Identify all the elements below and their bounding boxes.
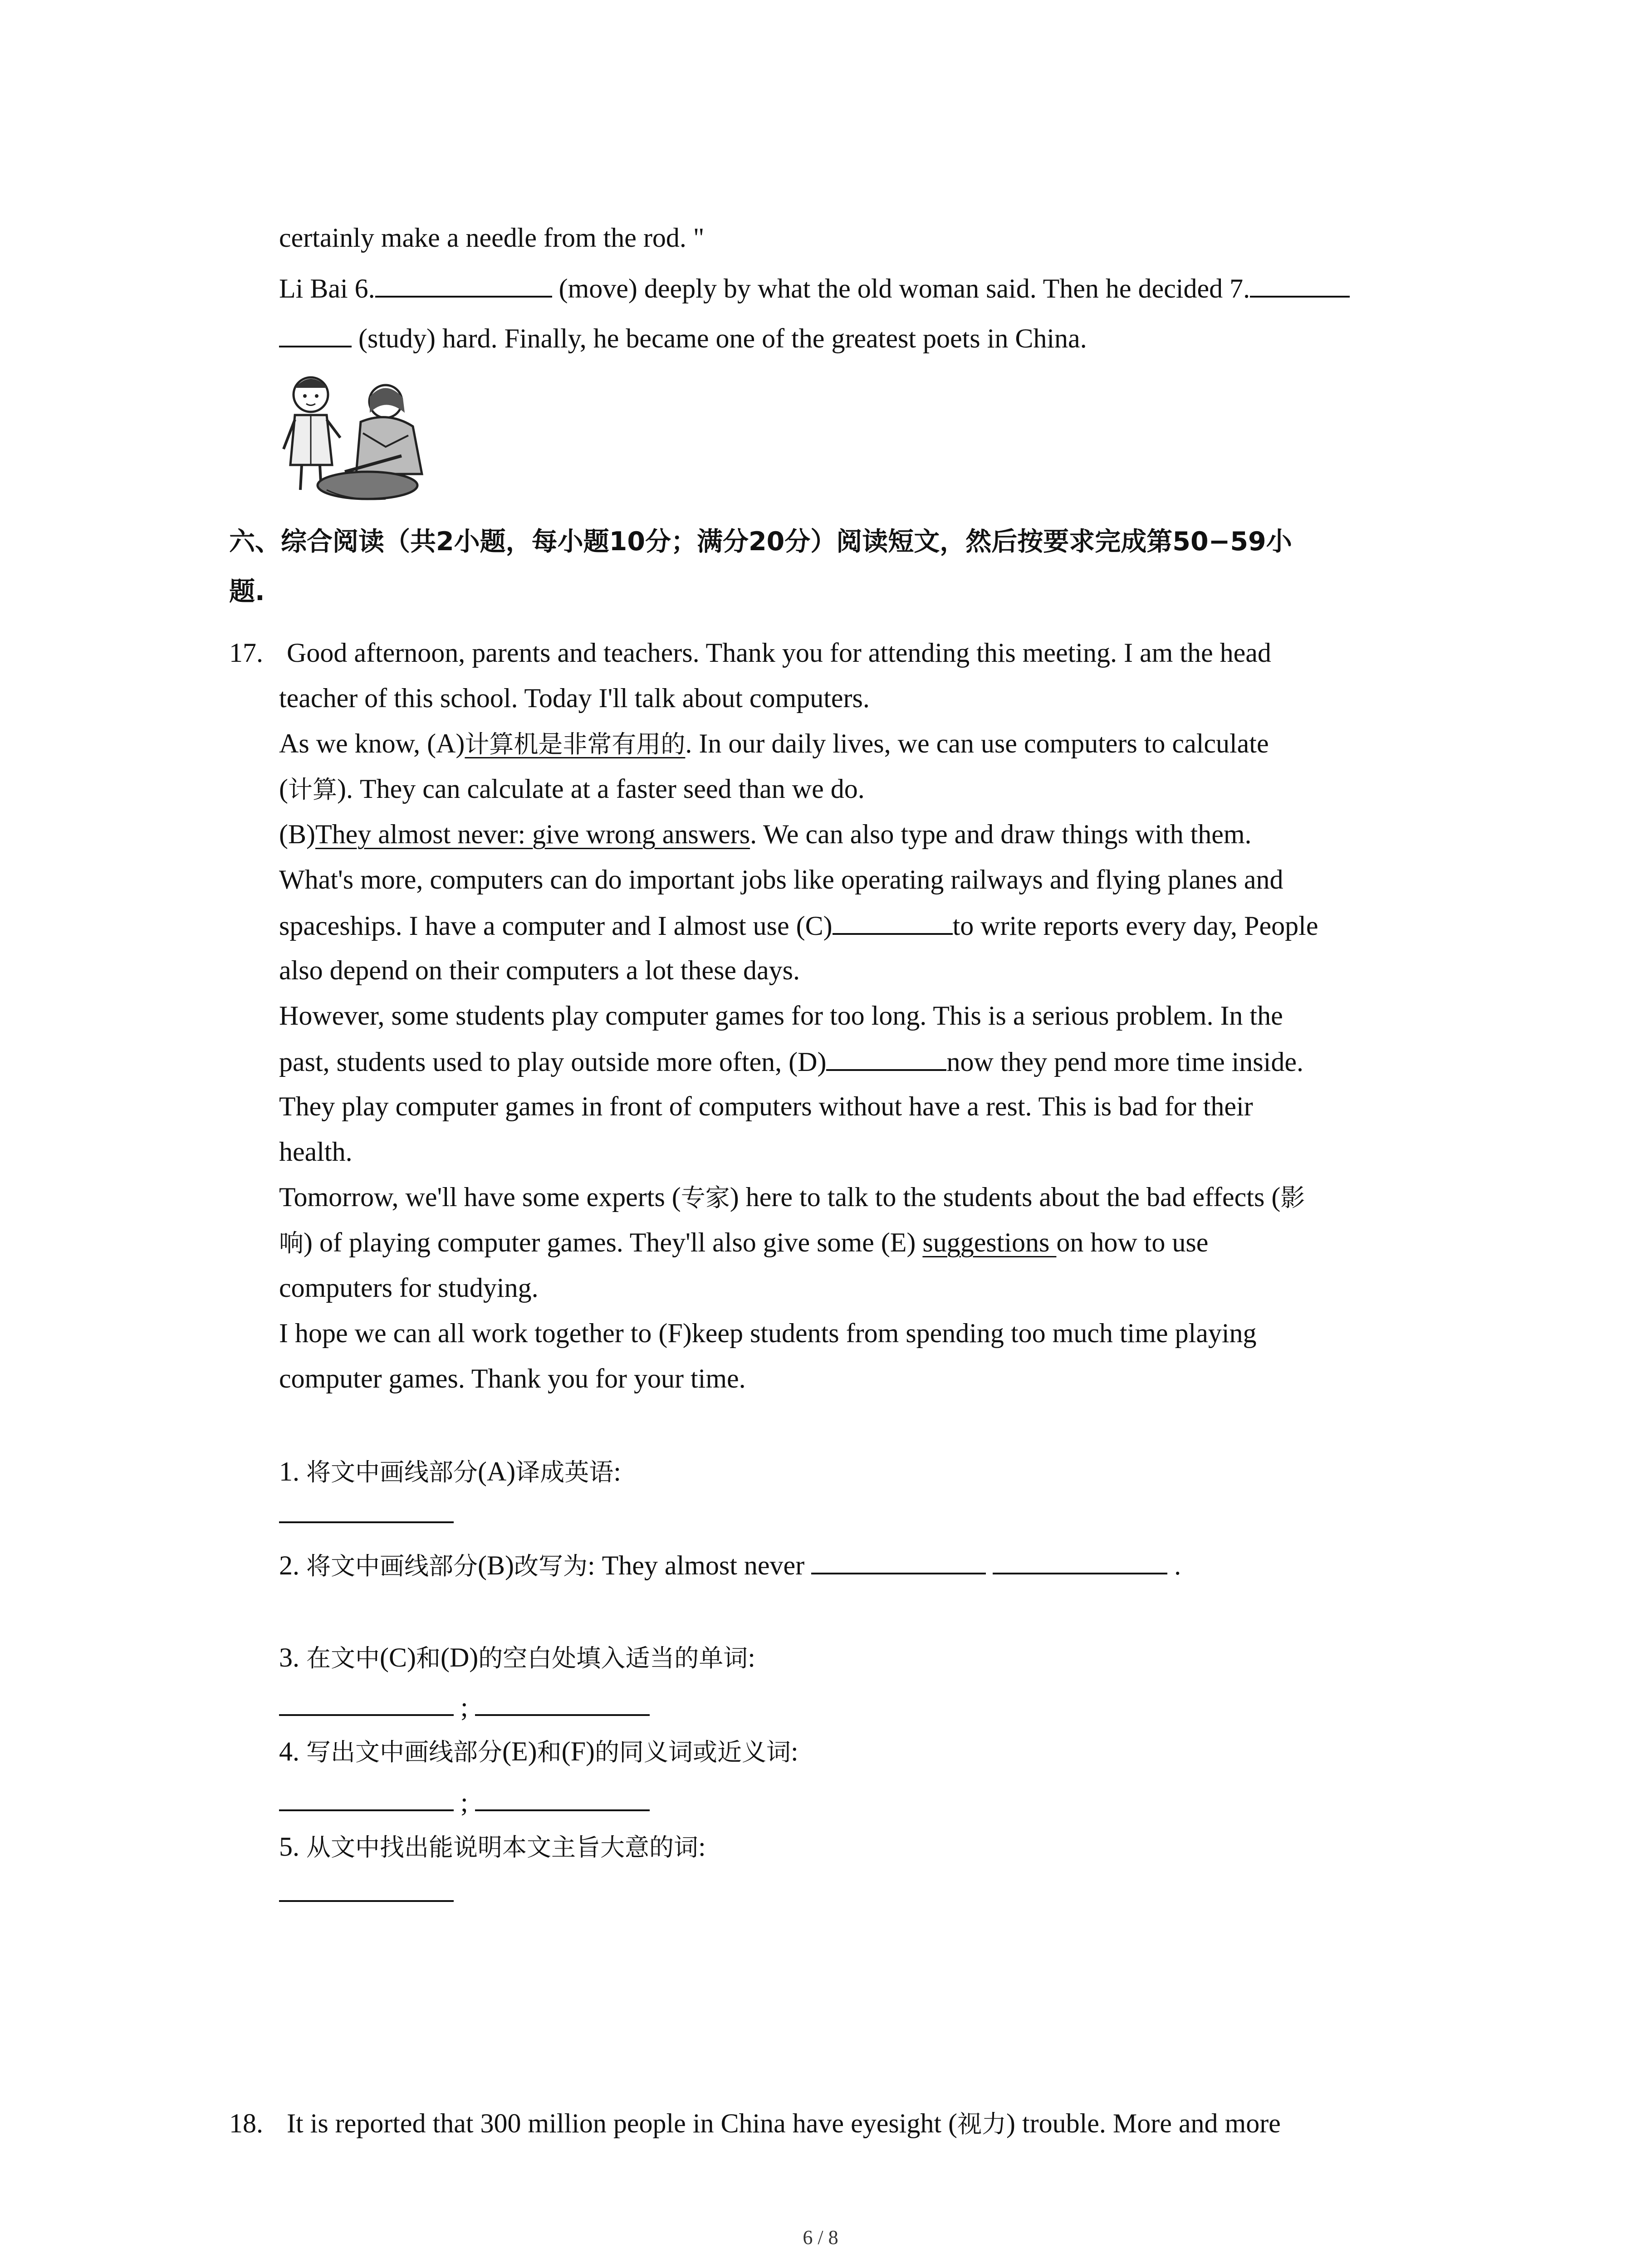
task-5-answer [279, 1876, 454, 1909]
answer-blank-d[interactable] [826, 1045, 946, 1071]
question-number-18: 18. [229, 2108, 263, 2138]
answer-blank-task-4e[interactable] [279, 1785, 454, 1811]
task-4-answer: ; [279, 1785, 650, 1818]
answer-blank-task-5[interactable] [279, 1876, 454, 1902]
passage-line: 响) of playing computer games. They'll also give some (E) suggestions on how to use [279, 1227, 1209, 1257]
passage-line: computer games. Thank you for your time. [279, 1364, 746, 1393]
underlined-part-e: suggestions [922, 1227, 1057, 1257]
passage-line: What's more, computers can do important jobs like operating railways and flying planes and [279, 865, 1283, 894]
answer-blank-task-1[interactable] [279, 1497, 454, 1523]
story-line: (study) hard. Finally, he became one of the greatest poets in China. [279, 321, 1087, 355]
passage-line: (计算). They can calculate at a faster seed than we do. [279, 774, 865, 804]
passage-line: It is reported that 300 million people in China have eyesight (视力) trouble. More and more [287, 2108, 1281, 2138]
section-heading: 六、综合阅读（共2小题，每小题10分；满分20分）阅读短文，然后按要求完成第50−59小 [229, 527, 1292, 557]
passage-line: They play computer games in front of computers without have a rest. This is bad for their [279, 1091, 1253, 1121]
passage-line: also depend on their computers a lot these days. [279, 955, 800, 985]
task-3: 3. 在文中(C)和(D)的空白处填入适当的单词: [279, 1642, 755, 1672]
story-line: Li Bai 6. (move) deeply by what the old woman said. Then he decided 7. [279, 271, 1350, 305]
answer-blank-task-3c[interactable] [279, 1690, 454, 1716]
task-3-answer: ; [279, 1690, 650, 1723]
answer-blank-7-continued[interactable] [279, 321, 352, 347]
li-bai-and-old-woman-grinding-rod-illustration [277, 370, 431, 506]
passage-line: Tomorrow, we'll have some experts (专家) here to talk to the students about the bad effects (影 [279, 1182, 1305, 1212]
answer-blank-task-2b[interactable] [993, 1548, 1167, 1574]
answer-blank-task-2a[interactable] [811, 1548, 986, 1574]
passage-line: As we know, (A)计算机是非常有用的. In our daily lives, we can use computers to calculate [279, 728, 1269, 758]
answer-blank-task-4f[interactable] [475, 1785, 650, 1811]
passage-line: past, students used to play outside more often, (D) now they pend more time inside. [279, 1045, 1303, 1078]
task-1: 1. 将文中画线部分(A)译成英语: [279, 1457, 621, 1486]
task-2: 2. 将文中画线部分(B)改写为: They almost never . [279, 1548, 1181, 1583]
underlined-part-a: 计算机是非常有用的 [465, 730, 686, 758]
passage-line: However, some students play computer games for too long. This is a serious problem. In the [279, 1001, 1283, 1031]
answer-blank-7[interactable] [1250, 271, 1350, 298]
passage-line: computers for studying. [279, 1273, 539, 1303]
section-heading-continued: 题. [229, 577, 265, 606]
answer-blank-task-3d[interactable] [475, 1690, 650, 1716]
passage-line: health. [279, 1137, 353, 1167]
passage-line: Good afternoon, parents and teachers. Thank you for attending this meeting. I am the head [287, 638, 1271, 668]
passage-line: (B)They almost never: give wrong answers. We can also type and draw things with them. [279, 819, 1252, 849]
underlined-part-b: They almost never: give wrong answers [315, 819, 750, 849]
passage-line: I hope we can all work together to (F)keep students from spending too much time playing [279, 1318, 1257, 1348]
passage-line: teacher of this school. Today I'll talk about computers. [279, 683, 870, 713]
question-number-17: 17. [229, 638, 263, 668]
task-4: 4. 写出文中画线部分(E)和(F)的同义词或近义词: [279, 1736, 798, 1766]
page-number: 6 / 8 [803, 2226, 838, 2248]
task-5: 5. 从文中找出能说明本文主旨大意的词: [279, 1832, 706, 1862]
story-line: certainly make a needle from the rod. " [279, 223, 705, 253]
passage-line: spaceships. I have a computer and I almost use (C) to write reports every day, People [279, 909, 1318, 942]
task-1-answer [279, 1497, 454, 1530]
answer-blank-c[interactable] [833, 909, 953, 935]
answer-blank-6[interactable] [375, 271, 552, 298]
